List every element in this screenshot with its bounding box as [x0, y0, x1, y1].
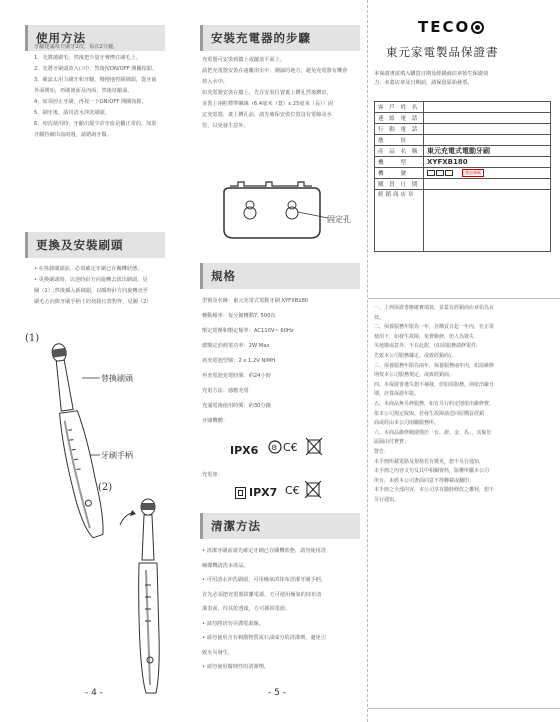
- warranty-table: [374, 101, 551, 252]
- note-line: 五、本商品無另修服務，如有另行約定則依出維修費。: [374, 400, 495, 407]
- note-line: 本手冊所載電路及規格若有變更，恕不另行通知，: [374, 458, 485, 465]
- page-number-right: - 5 -: [268, 688, 286, 698]
- table-row: [375, 157, 551, 168]
- usage-line: 1、先將蕩刷毛，然後把少量牙膏擠在刷毛上。: [34, 55, 142, 61]
- note-line: 六、本商品維修範圍僅於「台、澎、金、馬」，其餘於: [374, 429, 492, 436]
- note-line: 三、保養服務年限為兩年，保養服務兩年內，如需維修: [374, 362, 495, 369]
- table-row: [375, 146, 551, 157]
- row-label: 購 買 日 期: [375, 179, 424, 190]
- table-row: [375, 179, 551, 190]
- row-label: 經銷商店章: [375, 190, 424, 252]
- warranty-card: [368, 0, 560, 722]
- install-text: [202, 55, 367, 132]
- install-line: 管，以免發生意外。: [202, 123, 249, 129]
- product-name-value: 東元充電式電動牙刷: [424, 146, 551, 157]
- page-number-left: - 4 -: [85, 688, 103, 698]
- row-label: 客 戶 姓 名: [375, 102, 424, 113]
- cleaning-line: • 請勿將切勿弄溝電源線。: [202, 620, 264, 627]
- dealer-stamp-field[interactable]: [424, 190, 551, 252]
- replace-line: • 更換刷頭時，以逆時針方向旋轉去拔出刷頭，見: [34, 277, 148, 283]
- note-line: 警告：: [374, 448, 390, 455]
- spec-line: 再充電池型號：2 x 1.2V NiMH: [202, 358, 276, 364]
- label-replace-head: 替換刷頭: [101, 374, 133, 383]
- serial-box: [427, 170, 435, 176]
- specs-text: [202, 294, 368, 429]
- usage-line: 6、初次使用時，牙齦出現少許牙血是屬正常的，如果: [34, 121, 157, 127]
- usage-line: 5、刷牙後，請用清水沖洗刷頭。: [34, 110, 110, 116]
- replace-line: • 在拆卸刷頭前，必須確定牙刷已在關機狀態。: [34, 266, 143, 272]
- spec-line: 轉動頻率：每分鐘轉動7, 500次: [202, 313, 276, 319]
- cleaning-line: 碗碟機清洗本產品。: [202, 562, 249, 569]
- svg-text:⚙: ⚙: [271, 444, 278, 452]
- cut-line: [368, 708, 560, 709]
- double-insulation-icon: [235, 487, 246, 499]
- spec-line: 牙刷機體：: [202, 418, 228, 424]
- serial-tag: 製造號碼: [462, 169, 484, 177]
- table-row: [375, 124, 551, 135]
- cleaning-title: 清潔方法: [200, 513, 360, 539]
- note-line: 四、本保證書遺失恕不補發，但如需服務，則依出廠日: [374, 381, 495, 388]
- purchase-date-field[interactable]: [424, 179, 551, 190]
- install-title: 安裝充電器的步驟: [200, 25, 360, 51]
- charger-diagram: [210, 178, 330, 248]
- figure-1-number: (1): [25, 333, 40, 344]
- toothbrush-figure-2: [110, 485, 185, 700]
- note-line: 區隔由付費費。: [374, 439, 410, 446]
- cleaning-line: • 可用清水沖洗刷頭，可用燥氧的抹布清潔牙刷手柄。: [202, 577, 327, 583]
- note-line: 先致本公司服務據定，或致經銷商)。: [374, 352, 456, 359]
- usage-line: 牙齦建議每日刷牙2次，每次2分鐘。: [34, 44, 119, 50]
- replace-line: 刷毛方向與牙刷手柄上的按鈕位置對齊，見圖（2）: [34, 299, 152, 305]
- note-line: 二、保養服務年限為一年，自購買日起一年內，在正常: [374, 324, 495, 331]
- customer-name-field[interactable]: [424, 102, 551, 113]
- row-label: 機 號: [375, 168, 424, 179]
- spec-line: 總額定消耗電功率：2W Max: [202, 343, 270, 349]
- serial-number-field[interactable]: [424, 168, 551, 179]
- install-line: 請把充電器安裝在遠離浴室中、潮濕的地方，避免充電器有機會: [202, 68, 348, 74]
- usage-line: 外面開始，再刷後面及內面，然後征齦面。: [34, 88, 133, 94]
- label-brush-handle: 牙刷手柄: [101, 451, 133, 460]
- model-value: XYFXB180: [424, 157, 551, 168]
- usage-line: 4、如須停止牙刷，再按一下ON/OFF 開關按鈕。: [34, 99, 147, 105]
- cleaning-line: 潔表面，待其乾透後，方可插回電源。: [202, 606, 291, 612]
- note-line: 使用下，如發生故障，免費維修，但人為毀失: [374, 333, 475, 340]
- mobile-field[interactable]: [424, 124, 551, 135]
- spec-line: 額定電壓和額定頻率：AC110V~ 60Hz: [202, 328, 294, 334]
- note-line: 依本公司規定收取，若發生故障請送回原購買經銷: [374, 410, 485, 417]
- usage-line: 牙齦持續出血兩週，請諮詢牙醫。: [34, 132, 112, 138]
- page-5: [190, 0, 368, 722]
- row-label: 行 動 電 話: [375, 124, 424, 135]
- certification-icons-2: [285, 480, 325, 500]
- svg-text:C€: C€: [283, 441, 298, 454]
- serial-box: [436, 170, 444, 176]
- warranty-notes: [374, 304, 558, 505]
- cleaning-line: • 清潔牙刷前請先確定牙刷已在關機狀態，請勿使用洗: [202, 548, 327, 554]
- usage-text: [34, 42, 184, 141]
- note-line: 期，計算保證年限。: [374, 391, 420, 398]
- table-row: [375, 135, 551, 146]
- replace-line: 圖（1）;然後插入新刷頭，以順時針方向旋轉直至: [34, 288, 148, 294]
- label-fix-hole: 固定孔: [327, 215, 351, 224]
- usage-line: 3、確認太用力刷牙和牙齦，慢慢地控制刷頭，從牙齒: [34, 77, 157, 83]
- cleaning-line: • 請勿使用含有刺激物質或石油成分的清潔劑，避免引: [202, 635, 327, 641]
- table-row: [375, 168, 551, 179]
- charger-label: 充電座：: [202, 472, 223, 478]
- install-line: 定充電器，畫上鑽孔前，請先確保安裝位置沒有電線及水: [202, 112, 332, 118]
- svg-text:C€: C€: [285, 484, 300, 497]
- note-line: 災地變或意外、不在此限。(如需服務請修電件，: [374, 343, 481, 350]
- table-row: [375, 102, 551, 113]
- note-line: 所有，未經本公司書面同意不得轉載或翻印。: [374, 477, 475, 484]
- row-label: 產 品 名 稱: [375, 146, 424, 157]
- warranty-intro-line: 本保證書需填入購買日期及經銷商店章始生保證效: [374, 71, 489, 77]
- cleaning-text: [202, 544, 368, 675]
- cleaning-line: 致火災發生。: [202, 649, 234, 656]
- note-line: 另行通知。: [374, 496, 400, 503]
- teco-logo: TECO: [418, 18, 471, 36]
- phone-field[interactable]: [424, 113, 551, 124]
- divider: [368, 298, 560, 299]
- figure-2-number: (2): [98, 482, 113, 493]
- note-line: 本手冊之內容文句及其中相關資料，版權所屬本公司: [374, 468, 490, 475]
- install-line: 並裝上兩粒標準螺絲（6.4毫米（寬）x 25毫米（長））固: [202, 101, 334, 107]
- note-line: 一、上列保證書應確實填寫，並蓋有經銷商店章始為有: [374, 305, 495, 311]
- install-line: 掉入水中。: [202, 79, 228, 85]
- note-line: 則按本公司服務規定，或致經銷商。: [374, 372, 455, 379]
- card-cut-line: [367, 0, 368, 722]
- certification-icons-1: [268, 437, 328, 457]
- serial-box: [445, 170, 453, 176]
- install-line: 如充電器安裝在牆上，先在安裝位置畫上鑽孔然後鑽出，: [202, 90, 332, 96]
- spec-line: 再充電池充電時間：約24小時: [202, 373, 271, 379]
- warranty-title: 東元家電製品保證書: [386, 45, 499, 59]
- ipx6-mark: IPX6: [230, 444, 259, 457]
- page-4: [0, 0, 190, 722]
- address-field[interactable]: [424, 135, 551, 146]
- note-line: 本手冊之全部內容，本公司享有隨時修改之權利，恕不: [374, 487, 495, 494]
- replace-text: [34, 264, 188, 308]
- cleaning-line: 首先必須把充電器拔離電源，方可使用燥氧的抹布清: [202, 591, 322, 598]
- ipx7-mark: IPX7: [249, 486, 278, 499]
- warranty-intro-line: 力，未蓋店章及日期前，請保留原始發票。: [374, 80, 473, 86]
- note-line: 商或經由本公司南屬服務所。: [374, 420, 440, 427]
- spec-line: 型號及名稱：東元充電式電動牙刷 XYFXB180: [202, 298, 309, 304]
- table-row: [375, 190, 551, 252]
- cleaning-line: • 請勿使用腐蝕性的清潔劑。: [202, 664, 269, 670]
- teco-logo-icon: [471, 21, 484, 34]
- warranty-intro: [374, 70, 559, 88]
- replace-title: 更換及安裝刷頭: [25, 232, 165, 258]
- spec-line: 充電方法：感應充電: [202, 388, 249, 394]
- row-label: 機 型: [375, 157, 424, 168]
- row-label: 連 絡 電 話: [375, 113, 424, 124]
- note-line: 效。: [374, 314, 385, 321]
- usage-title: 使用方法: [25, 25, 165, 51]
- spec-line: 充滿電後使用時間：約30分鐘: [202, 403, 271, 409]
- row-label: 地 址: [375, 135, 424, 146]
- specs-title: 規格: [200, 263, 360, 289]
- table-row: [375, 113, 551, 124]
- install-line: 充電器可安裝到牆上或擺放平面上。: [202, 57, 286, 63]
- usage-line: 2、先將牙刷頭放入口中，然後按ON/OFF 開關按鈕。: [34, 66, 158, 72]
